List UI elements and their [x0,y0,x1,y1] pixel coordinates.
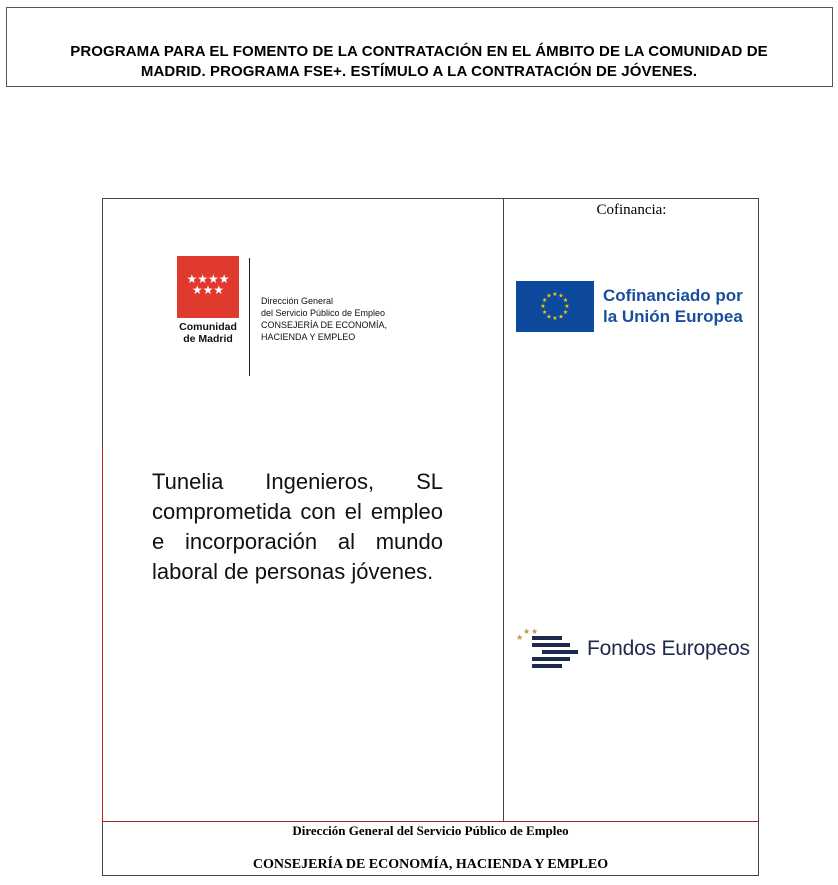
eu-cofinanced-text [603,285,743,327]
eu-flag-icon [516,281,594,332]
poster-red-margin-line [102,448,103,822]
svg-text:★: ★ [558,313,564,321]
fondos-europeos-emblem-icon [514,626,584,672]
footer-department: Dirección General del Servicio Público de Empleo [292,823,569,838]
svg-text:★: ★ [541,309,548,316]
fondos-europeos-text: Fondos Europeos [587,637,750,660]
comunidad-madrid-emblem [177,256,239,318]
program-title [0,42,838,82]
cm-name-line2: de Madrid [183,333,233,345]
svg-text:★: ★ [541,297,548,304]
commitment-text: Tunelia Ingenieros, SL comprometida con el empleo e incorporación al mundo laboral de personas jóvenes. [152,469,443,584]
eu-line2: la Unión Europea [603,307,743,326]
dept-line2: del Servicio Público de Empleo [261,308,386,318]
eu-line1: Cofinanciado por [603,286,743,305]
svg-text:★: ★ [562,297,569,304]
seven-stars-icon: ★★★★ ★★★ [186,272,230,297]
svg-text:★: ★ [552,315,558,322]
commitment-statement [152,467,443,587]
cofinancia-label: Cofinancia: [596,202,667,218]
svg-text:★: ★ [523,627,531,636]
program-title-line2: MADRID. PROGRAMA FSE+. ESTÍMULO A LA CONTRATACIÓN DE JÓVENES. [140,63,698,80]
svg-text:★: ★ [546,313,552,321]
dept-line1: Dirección General [261,296,334,306]
dept-caption [261,295,387,343]
poster-footer-divider [102,821,759,822]
eu-stars-circle-icon [516,281,594,332]
dept-line4: HACIENDA Y EMPLEO [261,332,356,342]
svg-text:★: ★ [546,292,552,300]
cm-name-line1: Comunidad [179,321,237,333]
logo-separator [249,258,250,376]
svg-text:★: ★ [531,627,539,636]
comunidad-madrid-wordmark [177,321,239,345]
svg-text:★: ★ [552,291,558,298]
program-title-line1: PROGRAMA PARA EL FOMENTO DE LA CONTRATACIÓN EN EL ÁMBITO DE LA COMUNIDAD DE [70,43,768,60]
svg-text:★: ★ [540,303,546,310]
comunidad-madrid-logo [177,256,239,348]
dept-line3: CONSEJERÍA DE ECONOMÍA, [261,320,388,330]
footer-ministry: CONSEJERÍA DE ECONOMÍA, HACIENDA Y EMPLEO [252,857,609,872]
svg-text:★: ★ [558,292,564,300]
svg-text:★: ★ [564,303,570,310]
poster-column-divider [503,198,504,822]
svg-text:★: ★ [562,309,569,316]
svg-text:★: ★ [516,633,524,642]
